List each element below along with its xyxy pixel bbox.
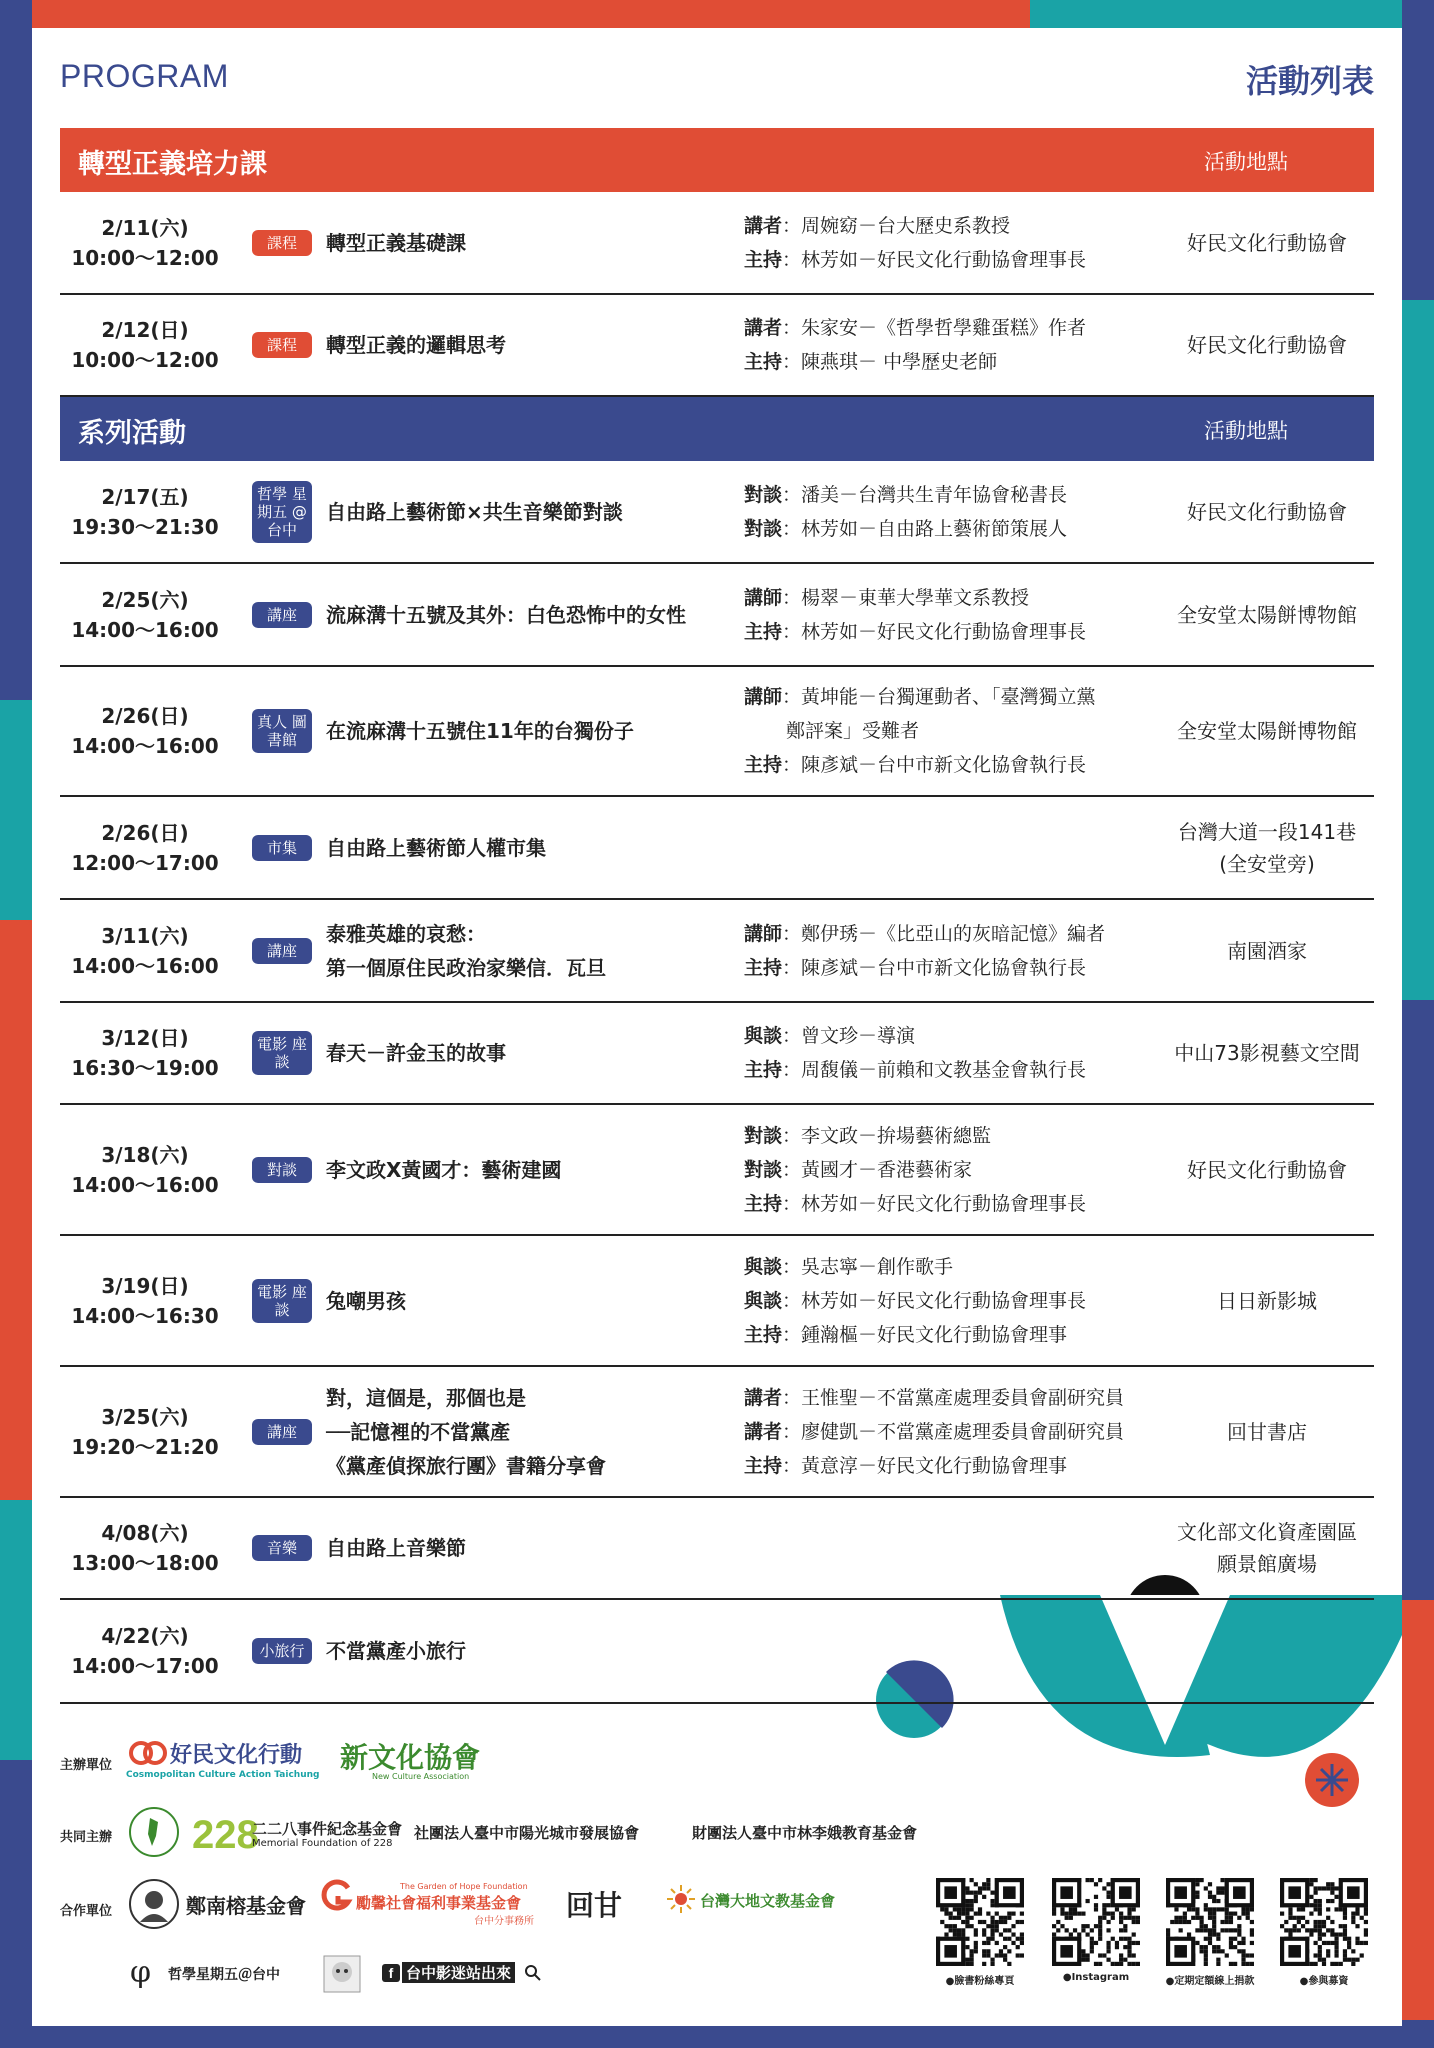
event-date: 4/08(六)	[101, 1521, 189, 1545]
speaker-name: 王惟聖－不當黨產處理委員會副研究員	[801, 1386, 1125, 1409]
event-title-line: 對，這個是，那個也是	[326, 1385, 526, 1410]
search-icon	[524, 1964, 542, 1982]
venue-column-label: 活動地點	[1204, 419, 1288, 443]
event-venue	[1160, 1367, 1374, 1496]
event-venue	[1160, 1105, 1374, 1234]
partner-taiwan-tati-foundation: 台灣大地文教基金會	[700, 1892, 836, 1910]
venue-line: 中山73影視藝文空間	[1174, 1041, 1360, 1065]
event-title	[326, 1600, 796, 1702]
speaker-line	[744, 1053, 1086, 1087]
event-date: 2/17(五)	[101, 484, 189, 509]
qr-code[interactable]	[1280, 1878, 1368, 1966]
speaker-line	[744, 209, 1086, 243]
memorial-228-logo-icon	[190, 1804, 259, 1860]
speaker-colon: ：	[782, 1192, 802, 1215]
section-title: 轉型正義培力課	[78, 149, 267, 180]
speaker-role: 講師	[744, 586, 783, 609]
speaker-role: 與談	[744, 1289, 783, 1312]
event-date: 3/11(六)	[101, 923, 189, 948]
speaker-line	[744, 311, 1086, 345]
event-row	[60, 797, 1374, 900]
speaker-line	[744, 748, 1096, 782]
speaker-role: 對談	[744, 1124, 783, 1147]
speaker-role: 講者	[744, 214, 783, 237]
speaker-name: 鍾瀚樞－好民文化行動協會理事	[801, 1323, 1068, 1346]
event-time: 10:00～12:00	[71, 245, 219, 270]
asterisk-badge	[1304, 1752, 1360, 1808]
event-title	[326, 461, 796, 562]
event-datetime	[60, 1236, 230, 1365]
speaker-line	[744, 1284, 1086, 1318]
speaker-line	[744, 1318, 1086, 1352]
speaker-line	[744, 1415, 1124, 1449]
speaker-name: 李文政－拚場藝術總監	[801, 1124, 992, 1147]
event-time: 14:00～16:30	[71, 1303, 219, 1328]
speaker-name: 鄭評案」受難者	[786, 720, 920, 742]
speaker-line	[744, 917, 1105, 951]
speaker-colon: ：	[782, 1025, 802, 1047]
partner-garden-of-hope: 勵馨社會福利事業基金會	[356, 1894, 522, 1912]
event-title	[326, 1367, 796, 1496]
section-bar-series	[60, 397, 1374, 461]
right-edge-shapes	[1402, 0, 1434, 2048]
event-row	[60, 1003, 1374, 1105]
speaker-role: 主持	[744, 1192, 783, 1215]
event-title-line: 流麻溝十五號及其外：白色恐怖中的女性	[326, 602, 686, 627]
speaker-role: 對談	[744, 517, 783, 540]
event-time: 14:00～17:00	[71, 1654, 219, 1678]
top-right-teal-band	[1030, 0, 1434, 28]
qr-caption: ●定期定額線上捐款	[1165, 1976, 1255, 1987]
event-datetime	[60, 564, 230, 665]
speaker-role: 講者	[744, 1386, 783, 1409]
speaker-line	[744, 615, 1086, 649]
event-title	[326, 1498, 796, 1598]
event-datetime	[60, 295, 230, 395]
speaker-colon: ：	[782, 1289, 802, 1312]
event-venue	[1160, 667, 1374, 795]
speaker-colon: ：	[782, 586, 802, 609]
speaker-role: 講者	[744, 317, 783, 339]
event-title	[326, 900, 796, 1001]
event-title-line: 自由路上音樂節	[326, 1536, 466, 1560]
event-tag-cell	[250, 797, 314, 898]
event-category-badge: 電影 座談	[252, 1031, 312, 1075]
event-date: 2/26(日)	[101, 704, 189, 728]
speaker-colon: ：	[782, 1420, 802, 1443]
event-title-line: 兔嘲男孩	[326, 1288, 406, 1313]
event-datetime	[60, 192, 230, 293]
organizer-label: 主辦單位	[60, 1758, 113, 1773]
speaker-colon: ：	[782, 1124, 802, 1147]
speaker-name: 朱家安－《哲學哲學雞蛋糕》作者	[801, 317, 1087, 339]
venue-line: 好民文化行動協會	[1187, 1157, 1347, 1182]
venue-line: 好民文化行動協會	[1187, 230, 1347, 255]
qr-code[interactable]	[1052, 1878, 1140, 1966]
speaker-name: 廖健凱－不當黨產處理委員會副研究員	[801, 1420, 1125, 1443]
speaker-line	[744, 680, 1096, 714]
partner-nylon-foundation: 鄭南榕基金會	[186, 1894, 306, 1918]
speaker-line	[744, 478, 1067, 512]
organizer-logo-new-culture: 新文化協會	[340, 1741, 481, 1774]
co-organizer-sunshine: 社團法人臺中市陽光城市發展協會	[414, 1824, 640, 1842]
organizer-logo-cosmopolitan: 好民文化行動	[170, 1743, 303, 1768]
event-category-badge: 小旅行	[252, 1638, 312, 1664]
speaker-name: 楊翠－東華大學華文系教授	[801, 586, 1030, 609]
speaker-name: 陳彥斌－台中市新文化協會執行長	[801, 956, 1087, 979]
event-category-badge: 哲學 星期五 @台中	[252, 481, 312, 543]
speaker-name: 林芳如－自由路上藝術節策展人	[801, 517, 1068, 540]
cartoon-face-icon	[322, 1954, 362, 1994]
event-row	[60, 667, 1374, 797]
speaker-role: 對談	[744, 483, 783, 506]
speaker-colon: ：	[782, 620, 802, 643]
partner-taichung-film-fans: 台中影迷站出來	[402, 1962, 515, 1983]
speaker-role: 主持	[744, 1454, 783, 1477]
event-date: 2/11(六)	[101, 215, 189, 240]
venue-column-label: 活動地點	[1204, 150, 1288, 174]
co-organizer-label: 共同主辦	[60, 1830, 113, 1845]
event-title	[326, 1105, 796, 1234]
qr-caption: ●Instagram	[1062, 1972, 1130, 1983]
event-date: 3/12(日)	[101, 1026, 189, 1050]
speaker-colon: ：	[782, 214, 802, 237]
speaker-role: 主持	[744, 248, 783, 271]
speaker-name: 鄭伊琇－《比亞山的灰暗記憶》編者	[801, 922, 1106, 945]
section-bar-training	[60, 128, 1374, 192]
event-datetime	[60, 461, 230, 562]
event-date: 2/26(日)	[101, 820, 189, 845]
sun-logo-icon	[666, 1884, 696, 1914]
event-time: 14:00～16:00	[71, 953, 219, 978]
event-tag-cell	[250, 192, 314, 293]
speaker-name: 林芳如－好民文化行動協會理事長	[801, 1289, 1087, 1312]
event-time: 12:00～17:00	[71, 850, 219, 875]
event-tag-cell	[250, 1498, 314, 1598]
bottom-band	[0, 2026, 1434, 2048]
speaker-name: 黃意淳－好民文化行動協會理事	[801, 1454, 1068, 1477]
speaker-name: 林芳如－好民文化行動協會理事長	[801, 248, 1087, 271]
speaker-role: 主持	[744, 1059, 783, 1081]
event-row	[60, 461, 1374, 564]
event-tag-cell	[250, 461, 314, 562]
event-category-badge: 真人 圖書館	[252, 709, 312, 753]
program-heading-en: PROGRAM	[60, 58, 229, 94]
event-tag-cell	[250, 667, 314, 795]
event-title	[326, 797, 796, 898]
event-row	[60, 900, 1374, 1003]
city-seal-icon	[128, 1806, 180, 1858]
event-venue	[1160, 295, 1374, 395]
speaker-colon: ：	[782, 1158, 802, 1181]
speaker-colon: ：	[782, 317, 802, 339]
section-title: 系列活動	[78, 418, 186, 449]
event-time: 14:00～16:00	[71, 734, 219, 758]
facebook-icon: f	[382, 1964, 400, 1982]
event-row	[60, 1236, 1374, 1367]
speaker-role: 主持	[744, 1323, 783, 1346]
event-category-badge: 市集	[252, 835, 312, 861]
speaker-colon: ：	[782, 1323, 802, 1346]
event-title-line: ──記憶裡的不當黨產	[326, 1419, 511, 1444]
venue-line: 台灣大道一段141巷	[1177, 819, 1357, 844]
partner-garden-of-hope-branch: 台中分事務所	[474, 1916, 534, 1927]
speaker-line	[744, 714, 1096, 748]
program-heading-zh: 活動列表	[1245, 62, 1374, 100]
event-datetime	[60, 1498, 230, 1598]
event-title-line: 轉型正義基礎課	[326, 230, 466, 255]
speaker-role: 對談	[744, 1158, 783, 1181]
speaker-role: 主持	[744, 754, 783, 776]
event-venue	[1160, 461, 1374, 562]
nylon-portrait-icon	[128, 1878, 180, 1930]
partner-huigan-bookstore: 回甘	[566, 1889, 623, 1922]
organizer-logo-new-culture-en: New Culture Association	[372, 1772, 470, 1781]
event-category-badge: 講座	[252, 938, 312, 964]
event-venue	[1160, 1498, 1374, 1598]
qr-caption: ●臉書粉絲專頁	[945, 1976, 1015, 1987]
venue-line: 好民文化行動協會	[1187, 499, 1347, 524]
event-title	[326, 1236, 796, 1365]
event-time: 19:30～21:30	[71, 514, 219, 539]
speaker-line	[744, 1119, 1086, 1153]
event-category-badge: 音樂	[252, 1535, 312, 1561]
event-datetime	[60, 1003, 230, 1103]
speaker-name: 曾文珍－導演	[801, 1025, 916, 1047]
partner-garden-of-hope-en: The Garden of Hope Foundation	[400, 1882, 528, 1891]
event-title-line: 自由路上藝術節人權市集	[326, 835, 546, 860]
svg-text:φ: φ	[130, 1955, 152, 1990]
speaker-line	[744, 1449, 1124, 1483]
event-title	[326, 192, 796, 293]
qr-code[interactable]	[1166, 1878, 1254, 1966]
event-date: 3/19(日)	[101, 1273, 189, 1298]
event-datetime	[60, 1600, 230, 1702]
event-venue	[1160, 192, 1374, 293]
speaker-colon: ：	[782, 1454, 802, 1477]
event-date: 2/12(日)	[101, 318, 189, 342]
event-venue	[1160, 1236, 1374, 1365]
event-category-badge: 講座	[252, 1419, 312, 1445]
event-tag-cell	[250, 1600, 314, 1702]
event-time: 13:00～18:00	[71, 1551, 219, 1575]
event-venue	[1160, 564, 1374, 665]
event-title	[326, 1003, 796, 1103]
event-date: 4/22(六)	[101, 1624, 189, 1648]
speaker-line	[744, 345, 1086, 379]
left-edge-shapes	[0, 0, 32, 2048]
event-category-badge: 課程	[252, 230, 312, 256]
speaker-colon: ：	[782, 483, 802, 506]
event-row	[60, 1600, 1374, 1704]
event-title-line: 《黨產偵探旅行團》書籍分享會	[326, 1453, 606, 1478]
speaker-name: 周婉窈－台大歷史系教授	[801, 214, 1011, 237]
speaker-line	[744, 1019, 1086, 1053]
event-row	[60, 192, 1374, 295]
philosophy-friday-icon	[128, 1954, 158, 1988]
event-row	[60, 564, 1374, 667]
partner-label: 合作單位	[60, 1904, 113, 1919]
speaker-line	[744, 1250, 1086, 1284]
speaker-line	[744, 951, 1105, 985]
event-datetime	[60, 1367, 230, 1496]
event-datetime	[60, 667, 230, 795]
event-datetime	[60, 900, 230, 1001]
event-tag-cell	[250, 295, 314, 395]
venue-line: 回甘書店	[1227, 1419, 1307, 1444]
speaker-line	[744, 243, 1086, 277]
speaker-name: 吳志寧－創作歌手	[801, 1255, 954, 1278]
venue-line: 日日新影城	[1217, 1288, 1317, 1313]
venue-line: 願景館廣場	[1217, 1552, 1317, 1576]
organizer-logo-cosmopolitan-en: Cosmopolitan Culture Action Taichung	[126, 1770, 320, 1780]
venue-line: 南園酒家	[1227, 938, 1307, 963]
speaker-role: 與談	[744, 1255, 783, 1278]
venue-line: 好民文化行動協會	[1187, 333, 1347, 357]
speaker-name: 黃國才－香港藝術家	[801, 1158, 973, 1181]
venue-line: 文化部文化資產園區	[1177, 1520, 1357, 1544]
event-time: 19:20～21:20	[71, 1434, 219, 1459]
speaker-line	[744, 512, 1067, 546]
speaker-colon: ：	[782, 956, 802, 979]
cosmopolitan-logo-icon	[128, 1738, 168, 1768]
event-tag-cell	[250, 1236, 314, 1365]
speaker-role: 講者	[744, 1420, 783, 1443]
speaker-role: 主持	[744, 956, 783, 979]
event-row	[60, 1367, 1374, 1498]
speaker-colon: ：	[782, 517, 802, 540]
event-date: 3/18(六)	[101, 1142, 189, 1167]
speaker-name: 潘美－台灣共生青年協會秘書長	[801, 483, 1068, 506]
venue-line: 全安堂太陽餅博物館	[1177, 602, 1357, 627]
co-organizer-228: 二二八事件紀念基金會	[252, 1820, 403, 1838]
speaker-colon: ：	[782, 1255, 802, 1278]
event-title-line: 自由路上藝術節×共生音樂節對談	[326, 499, 623, 524]
speaker-colon: ：	[782, 754, 802, 776]
speaker-line	[744, 581, 1086, 615]
speaker-name: 黃坤能－台獨運動者、「臺灣獨立黨	[801, 686, 1096, 708]
event-title-line: 春天－許金玉的故事	[326, 1041, 506, 1065]
speaker-name: 周馥儀－前賴和文教基金會執行長	[801, 1059, 1087, 1081]
event-title-line: 第一個原住民政治家樂信．瓦旦	[326, 955, 606, 980]
event-title-line: 不當黨產小旅行	[326, 1639, 466, 1663]
event-venue	[1160, 797, 1374, 898]
speaker-role: 講師	[744, 686, 783, 708]
event-title-line: 在流麻溝十五號住11年的台獨份子	[326, 719, 634, 743]
event-venue	[1160, 900, 1374, 1001]
event-time: 14:00～16:00	[71, 617, 219, 642]
event-title	[326, 564, 796, 665]
event-tag-cell	[250, 564, 314, 665]
event-venue	[1160, 1600, 1374, 1702]
speaker-line	[744, 1187, 1086, 1221]
partner-philosophy-friday: 哲學星期五＠台中	[168, 1967, 280, 1983]
qr-caption: ●參與募資	[1299, 1976, 1349, 1987]
event-title	[326, 667, 796, 795]
event-tag-cell	[250, 1105, 314, 1234]
speaker-line	[744, 1381, 1124, 1415]
event-row	[60, 1105, 1374, 1236]
qr-code[interactable]	[936, 1878, 1024, 1966]
event-time: 14:00～16:00	[71, 1172, 219, 1197]
event-venue	[1160, 1003, 1374, 1103]
speaker-colon: ：	[782, 351, 802, 373]
speaker-line	[744, 1153, 1086, 1187]
speaker-colon: ：	[782, 922, 802, 945]
speaker-colon: ：	[782, 1059, 802, 1081]
speaker-name: 陳彥斌－台中市新文化協會執行長	[801, 754, 1087, 776]
event-tag-cell	[250, 900, 314, 1001]
event-title-line: 泰雅英雄的哀愁：	[326, 921, 486, 946]
co-organizer-lin-li-e: 財團法人臺中市林李娥教育基金會	[692, 1824, 918, 1842]
event-row	[60, 295, 1374, 397]
speaker-role: 主持	[744, 351, 783, 373]
event-date: 3/25(六)	[101, 1404, 189, 1429]
speaker-role: 與談	[744, 1025, 783, 1047]
event-title-line: 轉型正義的邏輯思考	[326, 333, 506, 357]
event-category-badge: 對談	[252, 1157, 312, 1183]
speaker-name: 林芳如－好民文化行動協會理事長	[801, 1192, 1087, 1215]
venue-line: 全安堂太陽餅博物館	[1177, 719, 1357, 743]
speaker-colon: ：	[782, 686, 802, 708]
event-category-badge: 電影 座談	[252, 1279, 312, 1323]
event-time: 16:30～19:00	[71, 1056, 219, 1080]
event-tag-cell	[250, 1367, 314, 1496]
svg-text:228: 228	[192, 1813, 259, 1857]
speaker-colon: ：	[782, 1386, 802, 1409]
event-title-line: 李文政X黃國才：藝術建國	[326, 1157, 562, 1182]
speaker-colon: ：	[782, 248, 802, 271]
event-category-badge: 講座	[252, 602, 312, 628]
event-date: 2/25(六)	[101, 587, 189, 612]
event-title	[326, 295, 796, 395]
speaker-role: 主持	[744, 620, 783, 643]
speaker-name: 陳燕琪－ 中學歷史老師	[801, 351, 998, 373]
venue-line: (全安堂旁)	[1219, 851, 1315, 876]
speaker-name: 林芳如－好民文化行動協會理事長	[801, 620, 1087, 643]
event-category-badge: 課程	[252, 332, 312, 358]
event-datetime	[60, 1105, 230, 1234]
speaker-role: 講師	[744, 922, 783, 945]
event-row	[60, 1498, 1374, 1600]
garden-of-hope-icon	[318, 1880, 352, 1910]
event-time: 10:00～12:00	[71, 348, 219, 372]
event-datetime	[60, 797, 230, 898]
event-tag-cell	[250, 1003, 314, 1103]
co-organizer-228-en: Memorial Foundation of 228	[252, 1838, 393, 1849]
